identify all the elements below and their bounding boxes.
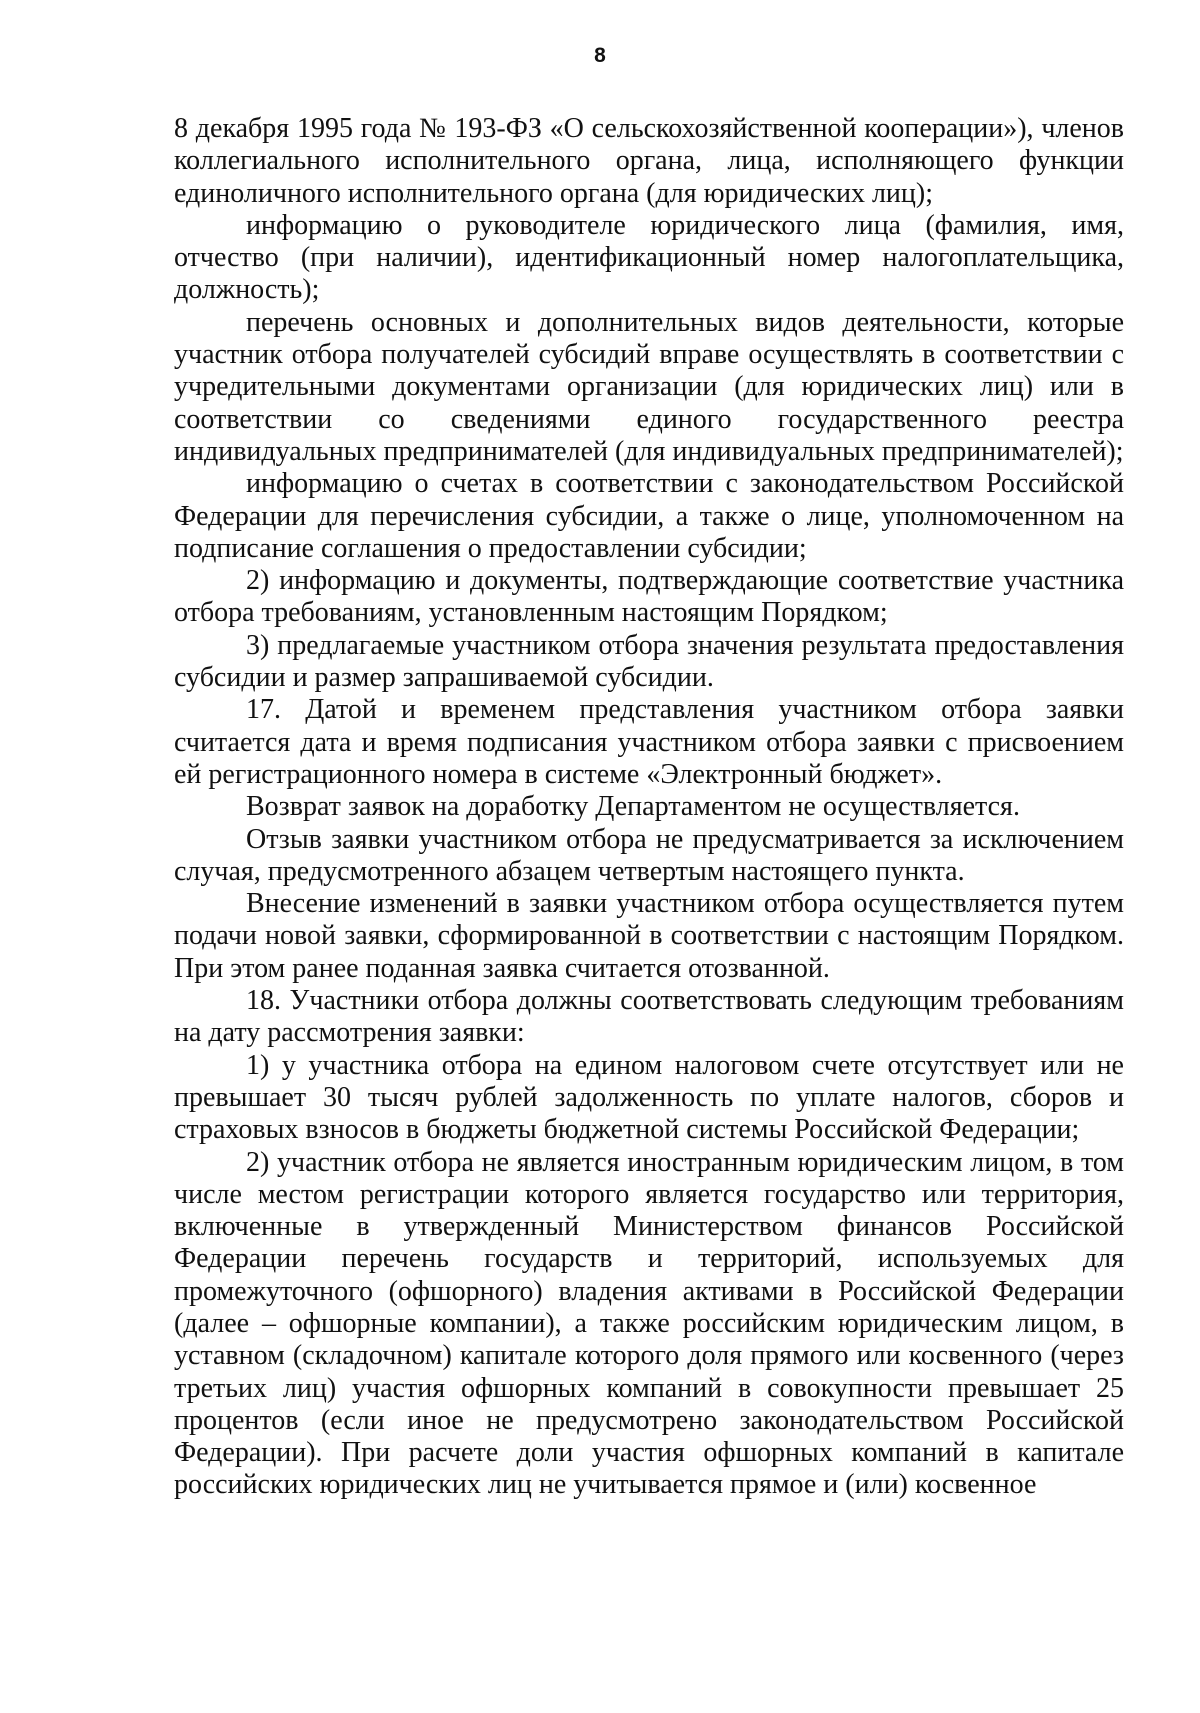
paragraph-5: 2) информацию и документы, подтверждающие соответствие участника отбора требованиям, установленным настоящим Порядком; <box>174 565 1124 629</box>
page-number: 8 <box>594 44 606 67</box>
paragraph-6: 3) предлагаемые участником отбора значения результата предоставления субсидии и размер запрашиваемой субсидии. <box>174 629 1124 694</box>
paragraph-8: Возврат заявок на доработку Департаментом не осуществляется. <box>246 791 1020 823</box>
paragraph-11: 18. Участники отбора должны соответствовать следующим требованиям на дату рассмотрения заявки: <box>174 985 1124 1049</box>
paragraph-13: 2) участник отбора не является иностранным юридическим лицом, в том числе местом регистрации которого является государство или территория, включенные в утвержденный Министерством финансов Российской Федерации перечень государств и территорий, используемых для промежуточного (офшорного) владения активами в Российской Федерации (далее – офшорные компании), а также российским юридическим лицом, в уставном (складочном) капитале которого доля прямого или косвенного (через третьих лиц) участия офшорных компаний в совокупности превышает 25 процентов (если иное не предусмотрено законодательством Российской Федерации). При расчете доли участия офшорных компаний в капитале российских юридических лиц не учитывается прямое и (или) косвенное <box>174 1146 1124 1501</box>
paragraph-10: Внесение изменений в заявки участником отбора осуществляется путем подачи новой заявки, сформированной в соответствии с настоящим Порядком. При этом ранее поданная заявка считается отозванной. <box>174 888 1124 984</box>
document-body <box>174 113 1124 1502</box>
paragraph-7: 17. Датой и временем представления участником отбора заявки считается дата и время подписания участником отбора заявки с присвоением ей регистрационного номера в системе «Электронный бюджет». <box>174 694 1124 790</box>
paragraph-4: информацию о счетах в соответствии с законодательством Российской Федерации для перечисления субсидии, а также о лице, уполномоченном на подписание соглашения о предоставлении субсидии; <box>174 468 1124 564</box>
paragraph-9: Отзыв заявки участником отбора не предусматривается за исключением случая, предусмотренного абзацем четвертым настоящего пункта. <box>174 823 1124 887</box>
paragraph-2: информацию о руководителе юридического лица (фамилия, имя, отчество (при наличии), идентификационный номер налогоплательщика, должность); <box>174 209 1124 306</box>
paragraph-1: 8 декабря 1995 года № 193-ФЗ «О сельскохозяйственной кооперации»), членов коллегиального исполнительного органа, лица, исполняющего функции единоличного исполнительного органа (для юридических лиц); <box>174 113 1124 209</box>
paragraph-12: 1) у участника отбора на едином налоговом счете отсутствует или не превышает 30 тысяч рублей задолженность по уплате налогов, сборов и страховых взносов в бюджеты бюджетной системы Российской Федерации; <box>174 1049 1124 1146</box>
paragraph-3: перечень основных и дополнительных видов деятельности, которые участник отбора получателей субсидий вправе осуществлять в соответствии с учредительными документами организации (для юридических лиц) или в соответствии со сведениями единого государственного реестра индивидуальных предпринимателей (для индивидуальных предпринимателей); <box>174 306 1124 467</box>
